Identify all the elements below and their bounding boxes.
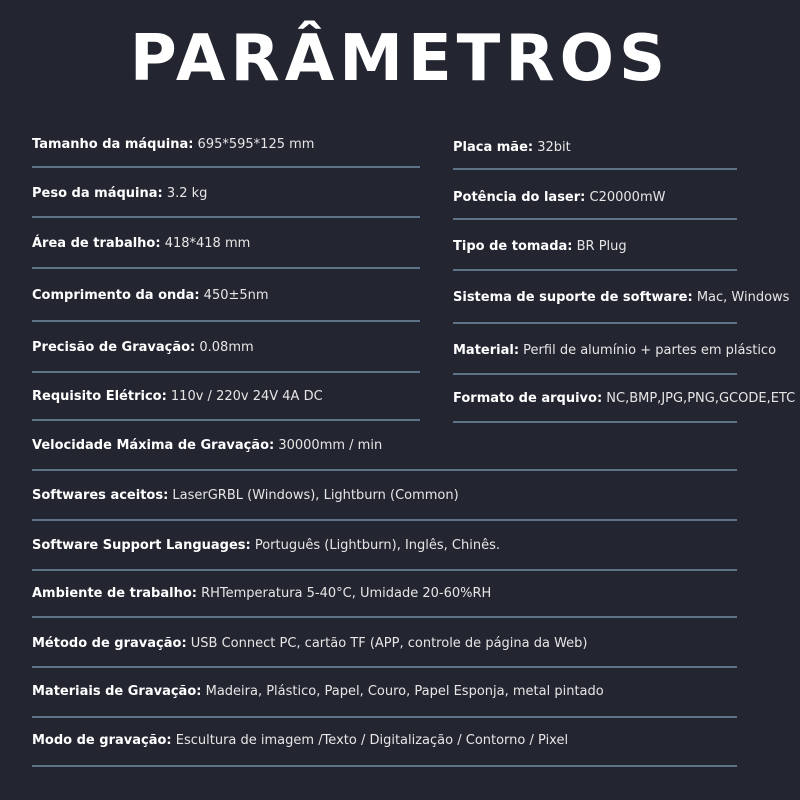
spec-precision bbox=[32, 340, 254, 355]
spec-material bbox=[453, 343, 776, 358]
spec-value: 418*418 mm bbox=[160, 236, 251, 251]
spec-value: LaserGRBL (Windows), Lightburn (Common) bbox=[168, 488, 459, 503]
divider bbox=[453, 322, 737, 324]
spec-wavelength bbox=[32, 288, 269, 303]
spec-value: C20000mW bbox=[585, 190, 666, 205]
spec-label: Requisito Elétrico: bbox=[32, 389, 167, 404]
divider bbox=[32, 320, 420, 322]
divider bbox=[32, 166, 420, 168]
spec-motherboard bbox=[453, 140, 571, 155]
spec-value: Perfil de alumínio + partes em plástico bbox=[519, 343, 777, 358]
spec-software-system bbox=[453, 290, 789, 305]
spec-label: Comprimento da onda: bbox=[32, 288, 200, 303]
spec-label: Área de trabalho: bbox=[32, 236, 161, 251]
spec-machine-weight bbox=[32, 186, 207, 201]
spec-value: RHTemperatura 5-40°C, Umidade 20-60%RH bbox=[196, 586, 492, 601]
spec-value: 110v / 220v 24V 4A DC bbox=[166, 389, 323, 404]
spec-label: Formato de arquivo: bbox=[453, 391, 603, 406]
spec-value: 3.2 kg bbox=[162, 186, 208, 201]
spec-engraving-method bbox=[32, 636, 588, 651]
page-title: PARÂMETROS bbox=[129, 22, 671, 96]
spec-value: Madeira, Plástico, Papel, Couro, Papel Esponja, metal pintado bbox=[201, 684, 604, 699]
divider bbox=[32, 371, 420, 373]
divider bbox=[32, 569, 737, 571]
spec-laser-power bbox=[453, 190, 665, 205]
spec-label: Sistema de suporte de software: bbox=[453, 290, 693, 305]
spec-languages bbox=[32, 538, 500, 553]
spec-label: Potência do laser: bbox=[453, 190, 586, 205]
divider bbox=[32, 519, 737, 521]
spec-max-speed bbox=[32, 438, 382, 453]
spec-label: Placa mãe: bbox=[453, 140, 534, 155]
divider bbox=[453, 373, 737, 375]
spec-value: NC,BMP,JPG,PNG,GCODE,ETC bbox=[602, 391, 796, 406]
spec-machine-size bbox=[32, 137, 314, 152]
divider bbox=[453, 421, 737, 423]
spec-software-accepted bbox=[32, 488, 459, 503]
spec-value: 695*595*125 mm bbox=[193, 137, 315, 152]
divider bbox=[453, 218, 737, 220]
divider bbox=[32, 716, 737, 718]
spec-value: 30000mm / min bbox=[274, 438, 383, 453]
spec-label: Material: bbox=[453, 343, 520, 358]
spec-file-format bbox=[453, 391, 795, 406]
divider bbox=[32, 267, 420, 269]
spec-label: Modo de gravação: bbox=[32, 733, 172, 748]
spec-label: Softwares aceitos: bbox=[32, 488, 169, 503]
spec-environment bbox=[32, 586, 491, 601]
divider bbox=[32, 616, 737, 618]
spec-plug-type bbox=[453, 239, 627, 254]
spec-label: Peso da máquina: bbox=[32, 186, 163, 201]
divider bbox=[453, 269, 737, 271]
divider bbox=[32, 216, 420, 218]
spec-work-area bbox=[32, 236, 250, 251]
spec-engraving-mode bbox=[32, 733, 568, 748]
spec-value: 450±5nm bbox=[199, 288, 269, 303]
divider bbox=[32, 419, 420, 421]
spec-label: Software Support Languages: bbox=[32, 538, 251, 553]
spec-label: Velocidade Máxima de Gravação: bbox=[32, 438, 275, 453]
divider bbox=[32, 469, 737, 471]
spec-value: USB Connect PC, cartão TF (APP, controle de página da Web) bbox=[186, 636, 588, 651]
spec-electrical bbox=[32, 389, 323, 404]
divider bbox=[453, 168, 737, 170]
spec-label: Precisão de Gravação: bbox=[32, 340, 196, 355]
spec-engraving-materials bbox=[32, 684, 604, 699]
spec-label: Tamanho da máquina: bbox=[32, 137, 194, 152]
spec-value: Escultura de imagem /Texto / Digitalização / Contorno / Pixel bbox=[171, 733, 569, 748]
spec-value: Mac, Windows bbox=[692, 290, 790, 305]
spec-label: Tipo de tomada: bbox=[453, 239, 573, 254]
spec-label: Ambiente de trabalho: bbox=[32, 586, 197, 601]
spec-value: BR Plug bbox=[572, 239, 627, 254]
spec-label: Método de gravação: bbox=[32, 636, 187, 651]
spec-label: Materiais de Gravação: bbox=[32, 684, 202, 699]
spec-value: 32bit bbox=[533, 140, 571, 155]
spec-value: 0.08mm bbox=[195, 340, 254, 355]
divider bbox=[32, 666, 737, 668]
spec-value: Português (Lightburn), Inglês, Chinês. bbox=[250, 538, 500, 553]
divider bbox=[32, 765, 737, 767]
